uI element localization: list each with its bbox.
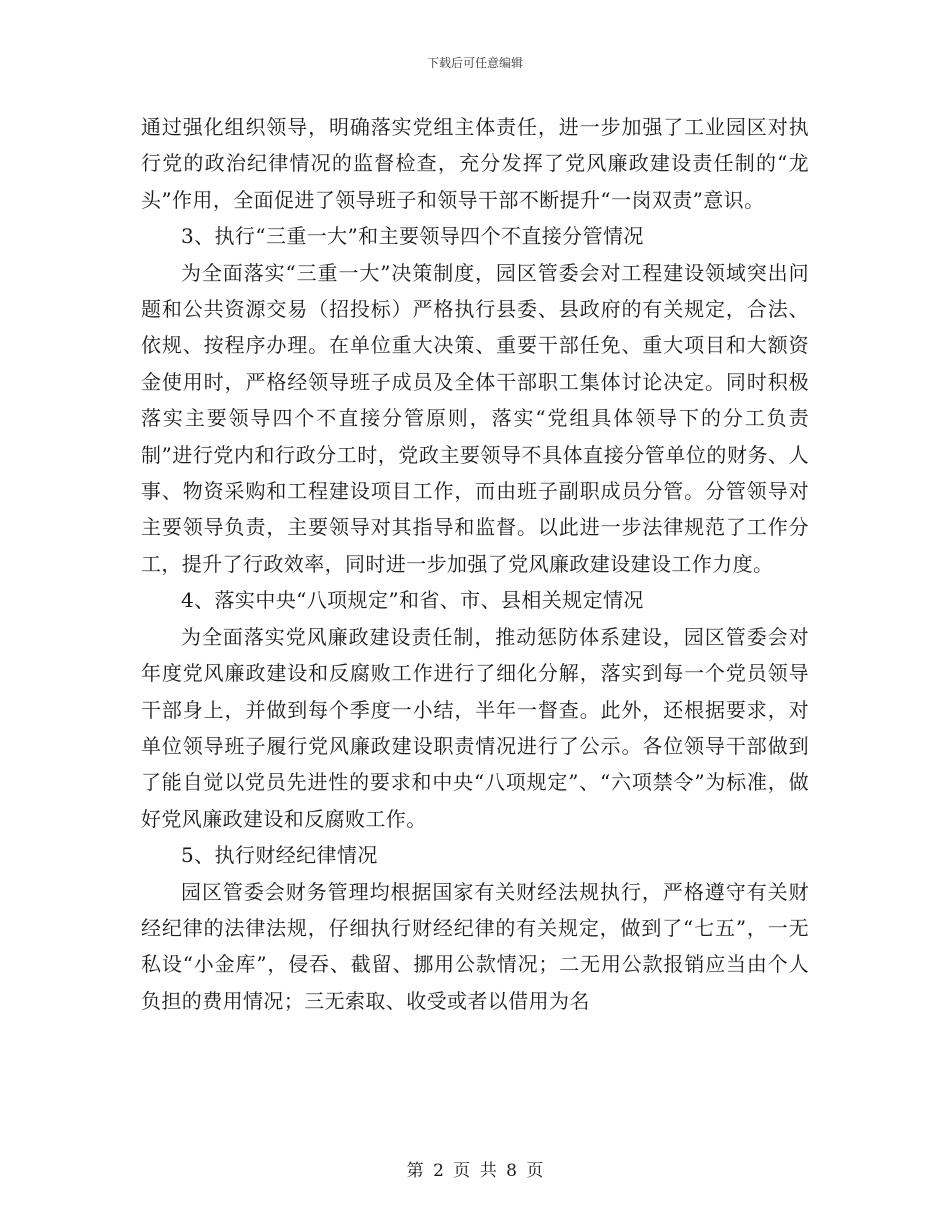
section-heading-4: 4、落实中央“八项规定”和省、市、县相关规定情况 [181, 588, 644, 613]
section-heading-5: 5、执行财经纪律情况 [181, 843, 378, 868]
page-footer: 第 2 页 共 8 页 [406, 1161, 544, 1181]
document-body [141, 109, 809, 1019]
paragraph-section-3: 为全面落实“三重一大”决策制度，园区管委会对工程建设领域突出问题和公共资源交易（招投标）严格执行县委、县政府的有关规定，合法、依规、按程序办理。在单位重大决策、重要干部任免、重大项目和大额资金使用时，严格经领导班子成员及全体干部职工集体讨论决定。同时积极落实主要领导四个不直接分管原则，落实“党组具体领导下的分工负责制”进行党内和行政分工时，党政主要领导不具体直接分管单位的财务、人事、物资采购和工程建设项目工作，而由班子副职成员分管。分管领导对主要领导负责，主要领导对其指导和监督。以此进一步法律规范了工作分工，提升了行政效率，同时进一步加强了党风廉政建设建设工作力度。 [141, 260, 809, 576]
paragraph-section-5: 园区管委会财务管理均根据国家有关财经法规执行，严格遵守有关财经纪律的法律法规，仔细执行财经纪律的有关规定，做到了“七五”，一无私设“小金库”，侵吞、截留、挪用公款情况；二无用公款报销应当由个人负担的费用情况；三无索取、收受或者以借用为名 [141, 879, 809, 1013]
page-header: 下载后可任意编辑 [426, 56, 523, 70]
paragraph-intro: 通过强化组织领导，明确落实党组主体责任，进一步加强了工业园区对执行党的政治纪律情况的监督检查，充分发挥了党风廉政建设责任制的“龙头”作用，全面促进了领导班子和领导干部不断提升“一岗双责”意识。 [141, 115, 809, 212]
section-heading-3: 3、执行“三重一大”和主要领导四个不直接分管情况 [181, 224, 644, 249]
paragraph-section-4: 为全面落实党风廉政建设责任制，推动惩防体系建设，园区管委会对年度党风廉政建设和反腐败工作进行了细化分解，落实到每一个党员领导干部身上，并做到每个季度一小结，半年一督查。此外，还根据要求，对单位领导班子履行党风廉政建设职责情况进行了公示。各位领导干部做到了能自觉以党员先进性的要求和中央“八项规定”、“六项禁令”为标准，做好党风廉政建设和反腐败工作。 [141, 624, 809, 831]
